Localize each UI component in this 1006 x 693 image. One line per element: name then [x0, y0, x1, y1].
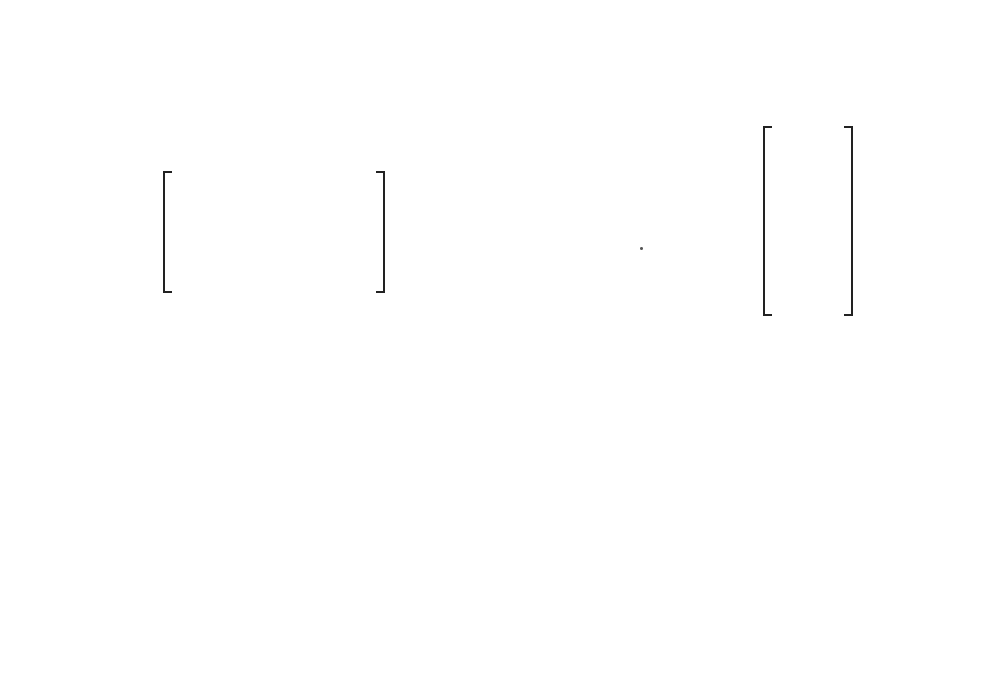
right-bracket — [376, 171, 385, 293]
generator-matrix — [163, 171, 385, 293]
stray-dot — [640, 247, 643, 250]
right-bracket — [844, 126, 853, 316]
left-bracket — [763, 126, 772, 316]
left-bracket — [163, 171, 172, 293]
parity-check-matrix — [763, 126, 853, 316]
